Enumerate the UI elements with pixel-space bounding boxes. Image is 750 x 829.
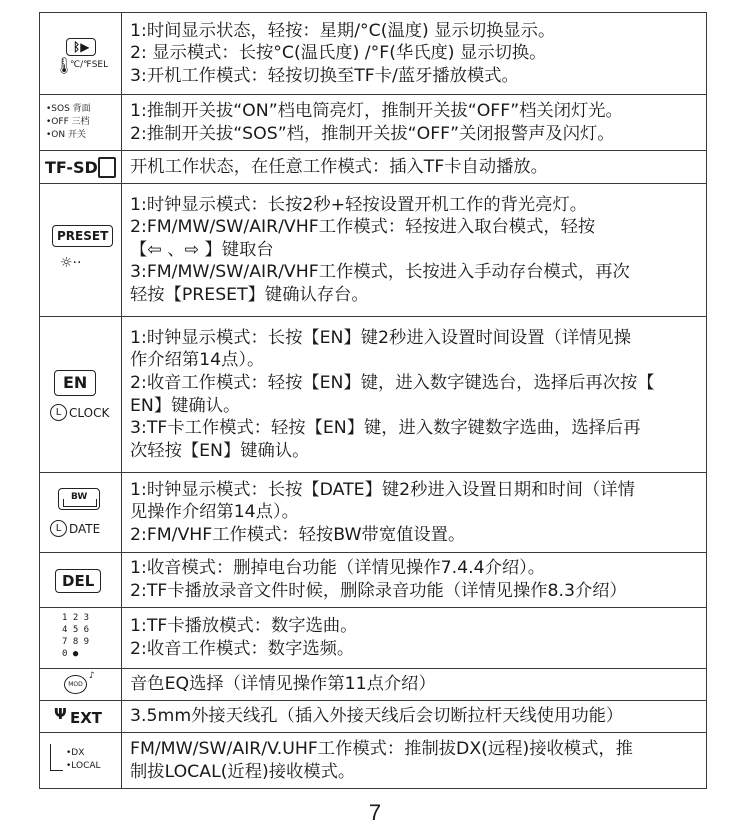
- tf-sd-label: TF-SD: [45, 157, 98, 177]
- table-row: [40, 95, 707, 151]
- description-line: 1:收音模式：删掉电台功能（详情见操作7.4.4介绍）。: [130, 558, 546, 579]
- clock-l-icon: L: [50, 520, 67, 537]
- description-line: 2:TF卡播放录音文件时候，删除录音功能（详情见操作8.3介绍）: [130, 581, 627, 601]
- description-line: 1:时间显示状态，轻按：星期/°C(温度) 显示切换显示。: [130, 20, 556, 41]
- ext-label: EXT: [70, 708, 103, 727]
- table-row: [40, 553, 707, 608]
- preset-icon: [40, 185, 121, 316]
- description-line: 1:时钟显示模式：长按【EN】键2秒进入设置时间设置（详情见操: [130, 327, 631, 348]
- description-line: 2:FM/MW/SW/AIR/VHF工作模式：轻按进入取台模式，轻按: [130, 217, 596, 238]
- thermometer-icon: 🌡: [54, 55, 75, 75]
- mod-eq-icon: [40, 670, 121, 700]
- tf-sd-icon: [40, 152, 121, 183]
- description-line: 1:时钟显示模式：长按2秒+轻按设置开机工作的背光亮灯。: [130, 194, 588, 215]
- description-line: 作介绍第14点）。: [130, 350, 265, 371]
- description-line: 3:FM/MW/SW/AIR/VHF工作模式，长按进入手动存台模式，再次: [130, 262, 630, 283]
- switch-position-label: •SOS 背面: [46, 103, 91, 114]
- table-row: [40, 13, 707, 95]
- music-note-icon: ♪: [89, 670, 95, 681]
- dx-local-switch-icon: [40, 734, 121, 788]
- light-switch-icon: [40, 96, 121, 150]
- bw-date-icon: [40, 474, 121, 552]
- table-row: [40, 151, 707, 184]
- switch-bracket-icon: [50, 744, 63, 771]
- bluetooth-play-glyph: ᛒ▶: [66, 38, 96, 56]
- description-line: 开机工作状态，在任意工作模式：插入TF卡自动播放。: [130, 156, 548, 177]
- keypad-row: 0 ●: [62, 648, 79, 659]
- en-key-label: EN: [54, 370, 96, 396]
- description-line: 2:收音工作模式：轻按【EN】键，进入数字键选台，选择后再次按【: [130, 372, 655, 393]
- keypad-row: 7 8 9: [62, 636, 90, 647]
- number-keypad-icon: [40, 609, 121, 668]
- description-line: 【⇦ 、⇨ 】键取台: [130, 239, 274, 260]
- description-line: 音色EQ选择（详情见操作第11点介绍）: [130, 674, 436, 695]
- antenna-glyph: Ψ: [54, 704, 67, 723]
- clock-label: CLOCK: [69, 405, 110, 420]
- table-row: [40, 669, 707, 701]
- switch-position-label: •ON 开关: [46, 129, 86, 140]
- en-clock-icon: [40, 318, 121, 472]
- description-line: 2:推制开关拔“SOS”档，推制开关拔“OFF”关闭报警声及闪灯。: [130, 123, 615, 144]
- description-line: 3:TF卡工作模式：轻按【EN】键，进入数字键数字选曲，选择后再: [130, 418, 641, 439]
- description-line: 2:收音工作模式：数字选频。: [130, 639, 355, 659]
- date-label: DATE: [69, 521, 101, 536]
- antenna-ext-icon: [40, 702, 121, 732]
- bw-key: [58, 488, 100, 510]
- clock-l-icon: L: [50, 404, 67, 421]
- description-line: 2: 显示模式：长按°C(温氏度) /°F(华氏度) 显示切换。: [130, 43, 547, 64]
- description-line: EN】键确认。: [130, 395, 241, 416]
- description-line: 1:推制开关拔“ON”档电筒亮灯，推制开关拔“OFF”档关闭灯光。: [130, 100, 623, 121]
- del-key-label: DEL: [55, 569, 101, 593]
- description-line: 2:FM/VHF工作模式：轻按BW带宽值设置。: [130, 524, 466, 545]
- description-line: FM/MW/SW/AIR/V.UHF工作模式：推制拔DX(远程)接收模式，推: [130, 738, 633, 759]
- description-line: 3.5mm外接天线孔（插入外接天线后会切断拉杆天线使用功能）: [130, 706, 624, 727]
- temp-sel-label: ℃/℉SEL: [70, 59, 109, 70]
- description-line: 轻按【PRESET】键确认存台。: [130, 284, 369, 305]
- table-row: [40, 701, 707, 733]
- bandwidth-bracket-icon: [63, 499, 97, 507]
- table-row: [40, 473, 707, 553]
- keypad-row: 1 2 3: [62, 612, 90, 623]
- description-line: 1:TF卡播放模式：数字选曲。: [130, 616, 358, 637]
- switch-position-label: •DX: [66, 747, 85, 758]
- table-row: [40, 317, 707, 473]
- table-row: [40, 184, 707, 317]
- bw-key-label: BW: [71, 491, 88, 502]
- del-icon: [40, 554, 121, 607]
- description-line: 制拔LOCAL(近程)接收模式。: [130, 761, 356, 782]
- table-row: [40, 733, 707, 789]
- description-line: 见操作介绍第14点）。: [130, 502, 299, 523]
- backlight-icon: ☼··: [60, 254, 82, 271]
- sd-card-icon: [98, 157, 116, 178]
- function-table: [39, 12, 707, 789]
- bluetooth-play-temp-sel-icon: [40, 14, 121, 94]
- description-line: 次轻按【EN】键确认。: [130, 440, 310, 461]
- preset-key-label: PRESET: [52, 225, 113, 247]
- switch-position-label: •OFF 三档: [46, 116, 90, 127]
- table-row: [40, 608, 707, 669]
- switch-position-label: •LOCAL: [66, 760, 101, 771]
- page-number: 7: [368, 800, 382, 825]
- mod-label: MOD: [64, 675, 87, 694]
- keypad-row: 4 5 6: [62, 624, 90, 635]
- description-line: 3:开机工作模式：轻按切换至TF卡/蓝牙播放模式。: [130, 65, 519, 86]
- description-line: 1:时钟显示模式：长按【DATE】键2秒进入设置日期和时间（详情: [130, 479, 635, 500]
